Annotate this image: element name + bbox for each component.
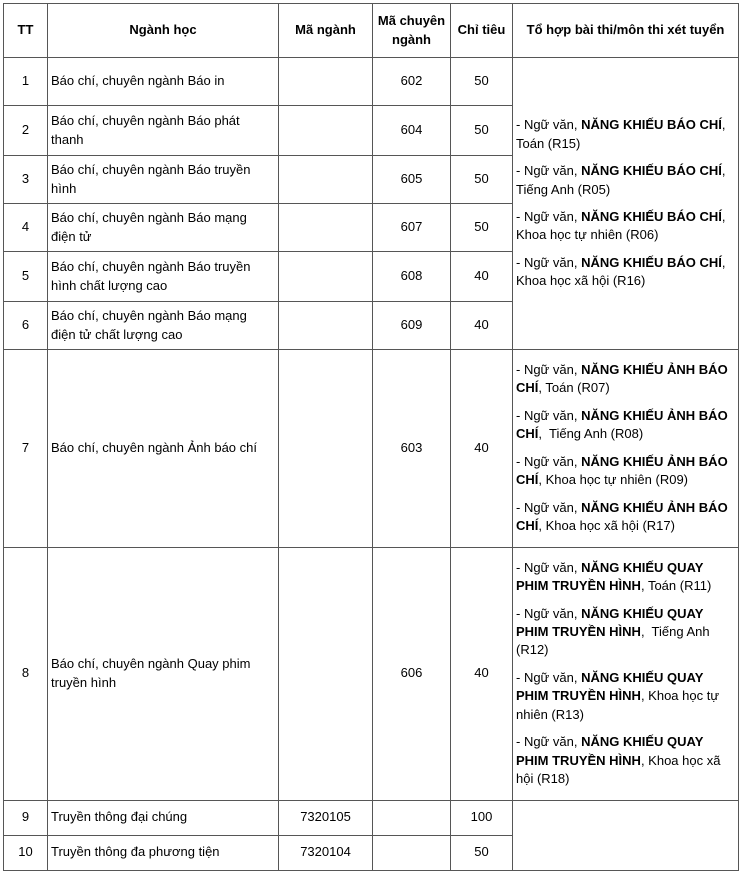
row-number: 5 <box>4 252 48 302</box>
column-header-ma-chuyen-nganh: Mã chuyên ngành <box>373 4 451 58</box>
combo-suffix: , Tiếng Anh (R05) <box>516 163 733 197</box>
combo-suffix: , Khoa học xã hội (R16) <box>516 254 730 289</box>
column-header-to-hop: Tổ hợp bài thi/môn thi xét tuyển <box>513 4 739 58</box>
column-header-tt: TT <box>4 4 48 58</box>
specialization-code: 609 <box>373 302 451 350</box>
row-number: 3 <box>4 156 48 204</box>
combo-line <box>516 361 735 398</box>
row-number: 2 <box>4 106 48 156</box>
quota: 50 <box>451 835 513 870</box>
quota: 50 <box>451 58 513 106</box>
exam-combo-group-anh-bao-chi <box>513 350 739 548</box>
quota: 40 <box>451 302 513 350</box>
quota: 40 <box>451 252 513 302</box>
major-name: Báo chí, chuyên ngành Báo phát thanh <box>48 106 279 156</box>
exam-combo-group-empty <box>513 800 739 870</box>
column-header-nganh-hoc: Ngành học <box>48 4 279 58</box>
combo-prefix: - Ngữ văn, <box>516 499 582 515</box>
specialization-code-empty <box>373 800 451 835</box>
combo-line <box>516 559 735 596</box>
combo-subject-bold: NĂNG KHIẾU BÁO CHÍ <box>581 254 722 270</box>
combo-suffix: , Khoa học tự nhiên (R13) <box>516 688 723 722</box>
specialization-code: 607 <box>373 204 451 252</box>
row-number: 7 <box>4 350 48 548</box>
row-number: 1 <box>4 58 48 106</box>
major-code-empty <box>279 204 373 252</box>
combo-line <box>516 499 735 536</box>
specialization-code: 602 <box>373 58 451 106</box>
quota: 40 <box>451 350 513 548</box>
combo-line <box>516 733 735 788</box>
combo-subject-bold: NĂNG KHIẾU ẢNH BÁO CHÍ <box>516 499 732 534</box>
specialization-code: 608 <box>373 252 451 302</box>
combo-prefix: - Ngữ văn, <box>516 453 582 469</box>
combo-subject-bold: NĂNG KHIẾU BÁO CHÍ <box>581 209 722 224</box>
combo-line <box>516 605 735 660</box>
specialization-code: 604 <box>373 106 451 156</box>
combo-prefix: - Ngữ văn, <box>516 559 582 575</box>
combo-subject-bold: NĂNG KHIẾU QUAY PHIM TRUYỀN HÌNH <box>516 605 707 639</box>
combo-suffix: , Khoa học xã hội (R18) <box>516 752 725 787</box>
major-name: Báo chí, chuyên ngành Báo in <box>48 58 279 106</box>
major-name: Báo chí, chuyên ngành Báo truyền hình chất lượng cao <box>48 252 279 302</box>
table-row-9 <box>4 800 739 835</box>
specialization-code-empty <box>373 835 451 870</box>
combo-prefix: - Ngữ văn, <box>516 407 582 423</box>
table-row-7 <box>4 350 739 548</box>
major-code: 7320104 <box>279 835 373 870</box>
table-row-8 <box>4 547 739 800</box>
major-code-empty <box>279 252 373 302</box>
table-row-1 <box>4 58 739 106</box>
combo-suffix: , Khoa học xã hội (R17) <box>538 518 675 534</box>
major-code-empty <box>279 156 373 204</box>
combo-subject-bold: NĂNG KHIẾU BÁO CHÍ <box>581 163 722 179</box>
combo-suffix: , Toán (R11) <box>640 578 712 594</box>
quota: 100 <box>451 800 513 835</box>
combo-line <box>516 208 735 245</box>
specialization-code: 606 <box>373 547 451 800</box>
row-number: 4 <box>4 204 48 252</box>
combo-line <box>516 669 735 724</box>
major-code-empty <box>279 302 373 350</box>
row-number: 8 <box>4 547 48 800</box>
combo-line <box>516 116 735 153</box>
combo-subject-bold: NĂNG KHIẾU ẢNH BÁO CHÍ <box>516 407 732 442</box>
combo-prefix: - Ngữ văn, <box>516 669 582 685</box>
combo-subject-bold: NĂNG KHIẾU QUAY PHIM TRUYỀN HÌNH <box>516 734 707 768</box>
major-code: 7320105 <box>279 800 373 835</box>
major-code-empty <box>279 350 373 548</box>
quota: 50 <box>451 106 513 156</box>
major-name: Báo chí, chuyên ngành Báo mạng điện tử chất lượng cao <box>48 302 279 350</box>
major-code-empty <box>279 58 373 106</box>
combo-prefix: - Ngữ văn, <box>516 734 582 750</box>
combo-suffix: , Toán (R15) <box>516 117 729 151</box>
combo-suffix: , Tiếng Anh (R08) <box>538 426 644 442</box>
combo-suffix: , Tiếng Anh (R12) <box>516 623 714 658</box>
row-number: 9 <box>4 800 48 835</box>
major-code-empty <box>279 547 373 800</box>
combo-suffix: , Khoa học tự nhiên (R09) <box>538 472 689 488</box>
column-header-ma-nganh: Mã ngành <box>279 4 373 58</box>
combo-subject-bold: NĂNG KHIẾU QUAY PHIM TRUYỀN HÌNH <box>516 669 707 704</box>
combo-suffix: , Khoa học tự nhiên (R06) <box>516 209 730 243</box>
combo-prefix: - Ngữ văn, <box>516 117 582 133</box>
specialization-code: 605 <box>373 156 451 204</box>
combo-subject-bold: NĂNG KHIẾU QUAY PHIM TRUYỀN HÌNH <box>516 559 707 594</box>
header-row <box>4 4 739 58</box>
major-name: Báo chí, chuyên ngành Ảnh báo chí <box>48 350 279 548</box>
exam-combo-group-bao-chi <box>513 58 739 350</box>
specialization-code: 603 <box>373 350 451 548</box>
quota: 50 <box>451 156 513 204</box>
major-code-empty <box>279 106 373 156</box>
combo-subject-bold: NĂNG KHIẾU ẢNH BÁO CHÍ <box>516 453 732 488</box>
combo-prefix: - Ngữ văn, <box>516 163 582 179</box>
column-header-chi-tieu: Chỉ tiêu <box>451 4 513 58</box>
combo-subject-bold: NĂNG KHIẾU BÁO CHÍ <box>581 117 722 133</box>
combo-line <box>516 407 735 444</box>
combo-prefix: - Ngữ văn, <box>516 209 582 224</box>
combo-prefix: - Ngữ văn, <box>516 362 582 377</box>
major-name: Báo chí, chuyên ngành Quay phim truyền hình <box>48 547 279 800</box>
row-number: 6 <box>4 302 48 350</box>
combo-subject-bold: NĂNG KHIẾU ẢNH BÁO CHÍ <box>516 362 732 396</box>
exam-combo-group-quay-phim <box>513 547 739 800</box>
combo-prefix: - Ngữ văn, <box>516 605 582 621</box>
quota: 40 <box>451 547 513 800</box>
admissions-table <box>3 3 739 871</box>
major-name: Truyền thông đa phương tiện <box>48 835 279 870</box>
combo-line <box>516 162 735 199</box>
combo-line <box>516 254 735 291</box>
combo-line <box>516 453 735 490</box>
combo-prefix: - Ngữ văn, <box>516 254 582 270</box>
major-name: Truyền thông đại chúng <box>48 800 279 835</box>
major-name: Báo chí, chuyên ngành Báo truyền hình <box>48 156 279 204</box>
quota: 50 <box>451 204 513 252</box>
row-number: 10 <box>4 835 48 870</box>
major-name: Báo chí, chuyên ngành Báo mạng điện tử <box>48 204 279 252</box>
combo-suffix: , Toán (R07) <box>538 380 610 396</box>
